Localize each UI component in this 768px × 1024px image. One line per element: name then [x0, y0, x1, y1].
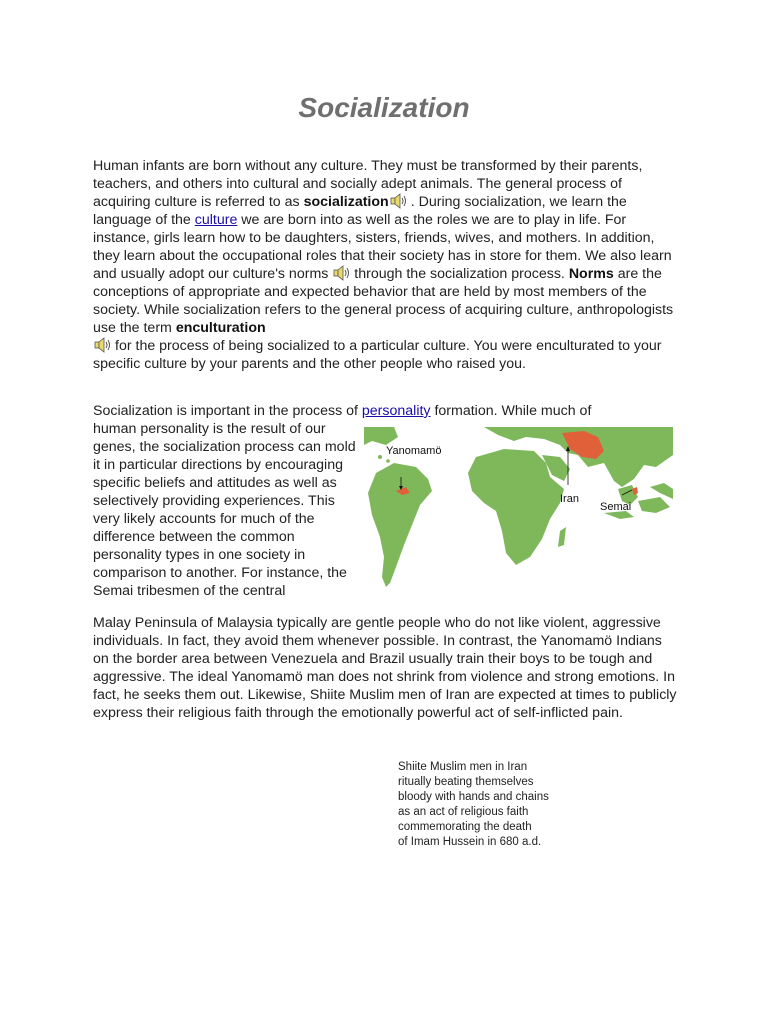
caption-line: commemorating the death: [398, 821, 532, 833]
term-socialization: socialization: [303, 194, 389, 210]
culture-link[interactable]: culture: [194, 212, 238, 228]
caption-line: as an act of religious faith: [398, 806, 529, 818]
term-norms: Norms: [568, 266, 614, 282]
p2-text-b: formation. While much of: [430, 403, 592, 419]
p2-text-a: Socialization is important in the process of: [93, 403, 362, 419]
caption-line: ritually beating themselves: [398, 776, 534, 788]
caption-line: Shiite Muslim men in Iran: [398, 761, 528, 773]
p1-text-b: . During socialization, we learn the language of the: [93, 194, 627, 228]
speaker-icon[interactable]: [94, 337, 114, 353]
label-yanomamo: Yanomamö: [386, 445, 442, 457]
page-title: Socialization: [298, 92, 470, 123]
label-semai: Semai: [600, 501, 632, 513]
p1-text-a: Human infants are born without any culture. They must be transformed by their parents, teachers, and others into cultural and socially adept animals. The general process of acquiring culture is referred to as: [93, 158, 643, 210]
term-enculturation: enculturation: [175, 320, 266, 336]
paragraph-personality-end: Malay Peninsula of Malaysia typically are gentle people who do not like violent, aggressive individuals. In fact, they avoid them whenever possible. In contrast, the Yanomamö Indians on the border area between Venezuela and Brazil usually train their boys to be tough and aggressive. The ideal Yanomamö man does not shrink from violence and strong emotions. In fact, he seeks them out. Likewise, Shiite Muslim men of Iran are expected at times to publicly express their religious faith through the emotionally powerful act of self-inflicted pain.: [93, 615, 677, 721]
paragraph-socialization-intro: [93, 157, 678, 373]
label-iran: Iran: [560, 493, 579, 505]
personality-link[interactable]: personality: [361, 403, 431, 419]
speaker-icon[interactable]: [333, 265, 353, 281]
world-map: [364, 427, 673, 587]
p1-text-d: through the socialization process.: [354, 266, 569, 282]
speaker-icon[interactable]: [390, 193, 410, 209]
p1-text-f: for the process of being socialized to a particular culture. You were enculturated to your specific culture by your parents and the other people who raised you.: [93, 338, 662, 372]
paragraph-personality-wrap: human personality is the result of our genes, the socialization process can mold it in particular directions by encouraging specific beliefs and attitudes as well as selectively providing experiences. This very likely accounts for much of the difference between the common personality types in one society in comparison to another. For instance, the Semai tribesmen of the central: [93, 421, 356, 599]
p1-text-c: we are born into as well as the roles we are to play in life. For instance, girls learn how to be daughters, sisters, friends, wives, and mothers. In addition, they learn about the occupational roles that their society has in store for them. We also learn and usually adopt our culture's norms: [93, 212, 672, 282]
image-caption: [398, 760, 598, 850]
paragraph-personality-start: [93, 402, 678, 420]
caption-line: bloody with hands and chains: [398, 791, 549, 803]
p1-text-e: are the conceptions of appropriate and expected behavior that are held by most members of the society. While socialization refers to the general process of acquiring culture, anthropologists use the term: [93, 266, 674, 336]
caption-line: of Imam Hussein in 680 a.d.: [398, 836, 542, 848]
